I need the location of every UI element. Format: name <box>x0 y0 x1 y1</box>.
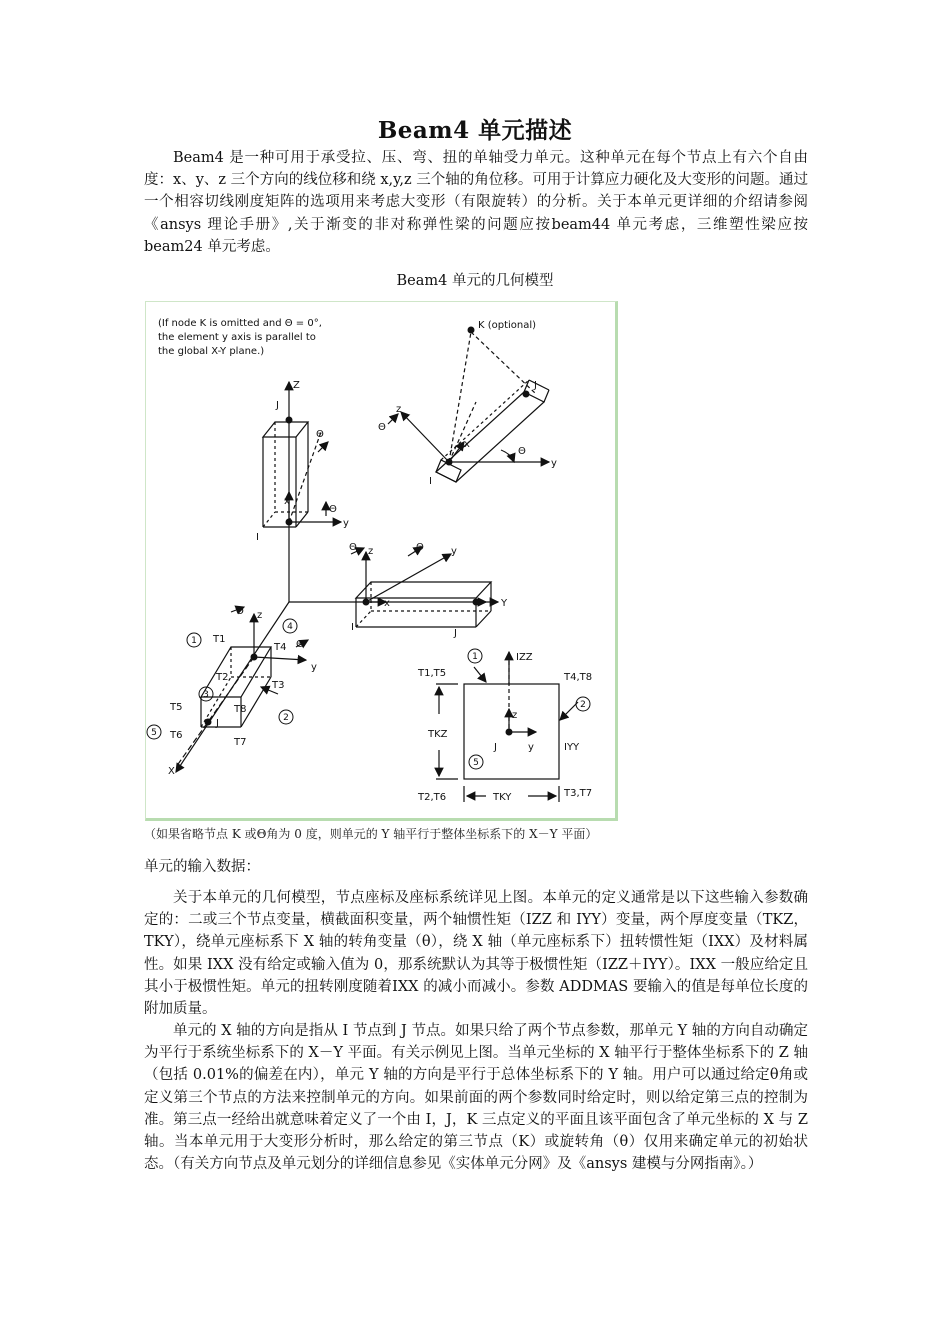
figure-note-line-3: the global X-Y plane.) <box>158 346 265 357</box>
svg-text:J: J <box>454 628 457 639</box>
svg-text:3: 3 <box>203 690 209 700</box>
beam4-geometry-figure <box>145 301 618 821</box>
svg-text:J: J <box>216 718 219 729</box>
svg-text:y: y <box>343 518 349 529</box>
svg-text:Θ: Θ <box>518 446 526 457</box>
input-paragraph-1: 关于本单元的几何模型，节点座标及座标系统详见上图。本单元的定义通常是以下这些输入参数确定的：二或三个节点变量，横截面积变量，两个轴惯性矩（IZZ 和 IYY）变量，两个厚度变量（TKZ，TKY），绕单元座标系下 X 轴的转角变量（θ），绕 X 轴（单元座标系下）扭转惯性矩（IXX）及材料属性。如果 IXX 没有给定或输入值为 0，那系统默认为其等于极惯性矩（IZZ＋IYY）。IXX 一般应给定且其小于极惯性矩。单元的扭转刚度随着IXX 的减小而减小。参数 ADDMAS 要输入的值是每单位长度的附加质量。 <box>144 890 808 1018</box>
input-paragraph-2: 单元的 X 轴的方向是指从 I 节点到 J 节点。如果只给了两个节点参数，那单元 Y 轴的方向自动确定为平行于系统坐标系下的 X－Y 平面。有关示例见上图。当单元坐标的 X 轴平行于整体坐标系下的 Z 轴（包括 0.01%的偏差在内），单元 Y 轴的方向是平行于总体坐标系下的 Y 轴。用户可以通过给定θ角或定义第三个节点的方法来控制单元的方向。如果前面的两个参数同时给定时，则以给定第三点的控制为准。第三点一经给出就意味着定义了一个由 I，J，K 三点定义的平面且该平面包含了单元坐标的 X 与 Z 轴。当本单元用于大变形分析时，那么给定的第三节点（K）或旋转角（θ）仅用来确定单元的初始状态。（有关方向节点及单元划分的详细信息参见《实体单元分网》及《ansys 建模与分网指南》。） <box>144 1023 808 1173</box>
figure-title: Beam4 单元的几何模型 <box>396 273 554 289</box>
svg-text:IYY: IYY <box>564 742 580 753</box>
svg-text:z: z <box>396 404 402 415</box>
svg-text:1: 1 <box>472 652 478 662</box>
svg-text:x: x <box>284 496 290 507</box>
svg-text:T3,T7: T3,T7 <box>564 788 593 799</box>
svg-text:2: 2 <box>580 700 586 710</box>
svg-text:Θ: Θ <box>349 542 357 553</box>
svg-text:T7: T7 <box>234 737 247 748</box>
page-title: Beam4 单元描述 <box>377 117 573 144</box>
svg-text:T3: T3 <box>272 680 285 691</box>
svg-text:Θ: Θ <box>329 504 337 515</box>
svg-text:y: y <box>528 742 534 753</box>
figure-note-line-1: (If node K is omitted and Θ = 0°, <box>158 318 322 329</box>
figure-caption: （如果省略节点 K 或Θ角为 0 度，则单元的 Y 轴平行于整体坐标系下的 X－Y 平面） <box>144 827 598 841</box>
input-data-heading: 单元的输入数据： <box>144 859 260 875</box>
svg-text:x: x <box>464 439 470 450</box>
svg-text:J: J <box>276 400 279 411</box>
intro-paragraph: Beam4 是一种可用于承受拉、压、弯、扭的单轴受力单元。这种单元在每个节点上有六个自由度：x、y、z 三个方向的线位移和绕 x,y,z 三个轴的角位移。可用于计算应力硬化及大变形的问题。通过一个相容切线刚度矩阵的选项用来考虑大变形（有限旋转）的分析。关于本单元更详细的介绍请参阅《ansys 理论手册》,关于渐变的非对称弹性梁的问题应按beam44 单元考虑，三维塑性梁应按 beam24 单元考虑。 <box>144 150 808 255</box>
svg-text:T1,T5: T1,T5 <box>418 668 447 679</box>
svg-text:T4: T4 <box>274 642 287 653</box>
svg-text:T5: T5 <box>170 702 183 713</box>
svg-text:Θ: Θ <box>378 422 386 433</box>
svg-text:TKY: TKY <box>493 792 512 803</box>
svg-text:Z: Z <box>293 380 300 391</box>
svg-text:J: J <box>534 380 537 391</box>
svg-text:TKZ: TKZ <box>428 729 448 740</box>
svg-text:z: z <box>512 710 518 721</box>
svg-text:4: 4 <box>287 622 293 632</box>
svg-text:y: y <box>311 662 317 673</box>
svg-text:T6: T6 <box>170 730 183 741</box>
svg-text:z: z <box>368 546 374 557</box>
svg-text:J: J <box>494 742 497 753</box>
svg-text:I: I <box>256 532 259 543</box>
svg-text:5: 5 <box>473 758 479 768</box>
beam4-diagram <box>146 302 619 822</box>
svg-text:Θ: Θ <box>296 639 304 650</box>
k-optional-label: K (optional) <box>478 320 537 331</box>
svg-text:Θ: Θ <box>316 429 324 440</box>
svg-text:Y: Y <box>501 598 508 609</box>
figure-note-line-2: the element y axis is parallel to <box>158 332 316 343</box>
svg-text:y: y <box>451 546 457 557</box>
svg-text:T4,T8: T4,T8 <box>564 672 593 683</box>
svg-text:Θ: Θ <box>236 606 244 617</box>
svg-text:Θ: Θ <box>416 542 424 553</box>
svg-text:X: X <box>168 766 175 777</box>
svg-text:1: 1 <box>191 636 197 646</box>
svg-text:I: I <box>351 622 354 633</box>
svg-text:2: 2 <box>283 713 289 723</box>
svg-text:5: 5 <box>151 728 157 738</box>
svg-text:T1: T1 <box>213 634 226 645</box>
svg-text:T2: T2 <box>216 672 229 683</box>
svg-text:z: z <box>257 610 263 621</box>
svg-text:x: x <box>384 598 390 609</box>
svg-text:T8: T8 <box>234 704 247 715</box>
svg-text:T2,T6: T2,T6 <box>418 792 447 803</box>
svg-text:y: y <box>551 458 557 469</box>
svg-text:IZZ: IZZ <box>516 652 533 663</box>
svg-text:I: I <box>429 476 432 487</box>
